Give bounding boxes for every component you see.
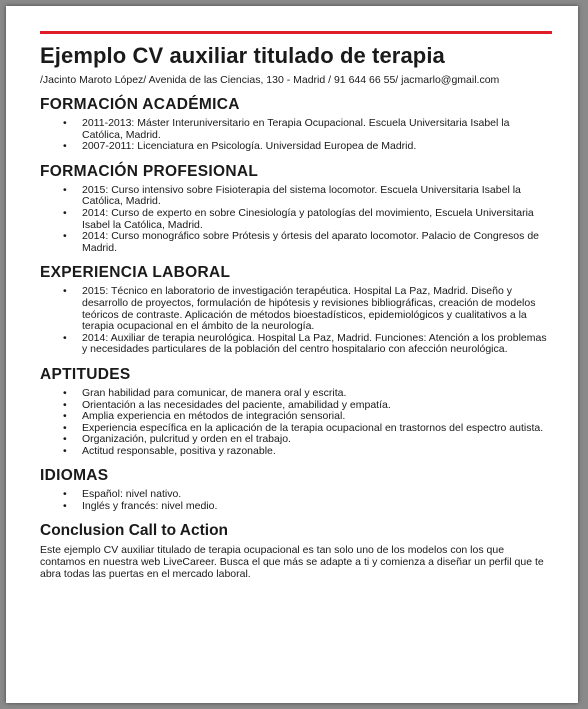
- bullet-icon: •: [63, 117, 67, 129]
- bullet-icon: •: [63, 386, 67, 399]
- bullet-icon: •: [63, 230, 67, 243]
- list-item: [40, 118, 550, 141]
- section-list: [40, 489, 550, 512]
- bullet-icon: •: [63, 410, 67, 423]
- cta-text: Este ejemplo CV auxiliar titulado de terapia ocupacional es tan solo uno de los modelos con los que contamos en nuestra web LiveCareer. Busca el que más se adapte a ti y comienza a diseñar un perfil que te abra todas las puertas en el mercado laboral.: [40, 543, 544, 581]
- resume-page: [6, 6, 578, 703]
- list-item-text: Gran habilidad para comunicar, de manera oral y escrita.: [82, 386, 347, 399]
- list-item-text: Organización, pulcritud y orden en el trabajo.: [82, 433, 291, 446]
- bullet-icon: •: [63, 488, 67, 501]
- list-item-text: Orientación a las necesidades del paciente, amabilidad y empatía.: [82, 398, 391, 411]
- bullet-icon: •: [63, 421, 67, 434]
- cta-title: Conclusion Call to Action: [40, 521, 229, 539]
- section-list: [40, 286, 550, 356]
- document-title: Ejemplo CV auxiliar titulado de terapia: [40, 43, 445, 68]
- section-list: [40, 118, 550, 153]
- list-item-text: 2015: Curso intensivo sobre Fisioterapia del sistema locomotor. Escuela Universitaria Isabel la Católica, Madrid.: [82, 183, 521, 208]
- section-call-to-action: [40, 521, 550, 581]
- list-item-text: 2014: Auxiliar de terapia neurológica. Hospital La Paz, Madrid. Funciones: Atención a los problemas y necesidades particulares de la población del centro hospitalario con afección neurológica.: [82, 331, 547, 356]
- section-title: IDIOMAS: [40, 467, 109, 485]
- list-item: [40, 333, 550, 356]
- list-item-text: 2015: Técnico en laboratorio de investigación terapéutica. Hospital La Paz, Madrid. Diseño y desarrollo de proyectos, formulación de hipótesis y revisiones bibliográficas, creación de modelos teóricos de contraste. Aplicación de métodos bioestadísticos, epidemiológicos y cualitativos a la terapia ocupacional en el ámbito de la neurología.: [82, 285, 536, 333]
- section-list: [40, 185, 550, 255]
- section-experiencia-laboral: [40, 263, 550, 356]
- list-item-text: 2011-2013: Máster Interuniversitario en Terapia Ocupacional. Escuela Universitaria Isabel la Católica, Madrid.: [82, 117, 510, 141]
- section-title: FORMACIÓN PROFESIONAL: [40, 162, 259, 180]
- list-item: [40, 231, 550, 254]
- list-item-text: 2007-2011: Licenciatura en Psicología. Universidad Europea de Madrid.: [82, 140, 417, 153]
- list-item: [40, 208, 550, 231]
- contact-info: /Jacinto Maroto López/ Avenida de las Ciencias, 130 - Madrid / 91 644 66 55/ jacmarlo@gmail.com: [40, 74, 500, 86]
- section-list: [40, 388, 550, 458]
- list-item: [40, 501, 550, 513]
- bullet-icon: •: [63, 444, 67, 457]
- bullet-icon: •: [63, 500, 67, 513]
- bullet-icon: •: [63, 433, 67, 446]
- list-item-text: Español: nivel nativo.: [82, 488, 182, 501]
- bullet-icon: •: [63, 206, 67, 219]
- bullet-icon: •: [63, 183, 67, 196]
- list-item-text: 2014: Curso de experto en sobre Cinesiología y patologías del movimiento, Escuela Universitaria Isabel la Católica, Madrid.: [82, 206, 534, 231]
- section-title: FORMACIÓN ACADÉMICA: [40, 96, 240, 113]
- list-item-text: 2014: Curso monográfico sobre Prótesis y órtesis del aparato locomotor. Palacio de Congresos de Madrid.: [82, 230, 539, 254]
- resume-content: [40, 36, 550, 580]
- title-accent-line: [40, 31, 552, 34]
- bullet-icon: •: [63, 331, 67, 344]
- list-item-text: Inglés y francés: nivel medio.: [82, 500, 218, 513]
- list-item: [40, 185, 550, 208]
- list-item-text: Actitud responsable, positiva y razonable.: [82, 444, 276, 457]
- section-aptitudes: [40, 365, 550, 458]
- list-item: [40, 446, 550, 458]
- bullet-icon: •: [63, 140, 67, 153]
- section-formacion-academica: [40, 95, 550, 153]
- bullet-icon: •: [63, 398, 67, 411]
- list-item-text: Experiencia específica en la aplicación de la terapia ocupacional en trastornos del espectro autista.: [82, 421, 544, 434]
- section-formacion-profesional: [40, 162, 550, 255]
- section-idiomas: [40, 466, 550, 512]
- section-title: APTITUDES: [40, 365, 131, 383]
- list-item: [40, 141, 550, 153]
- bullet-icon: •: [63, 285, 67, 298]
- list-item: [40, 286, 550, 332]
- section-title: EXPERIENCIA LABORAL: [40, 264, 231, 282]
- list-item-text: Amplia experiencia en métodos de integración sensorial.: [82, 410, 346, 423]
